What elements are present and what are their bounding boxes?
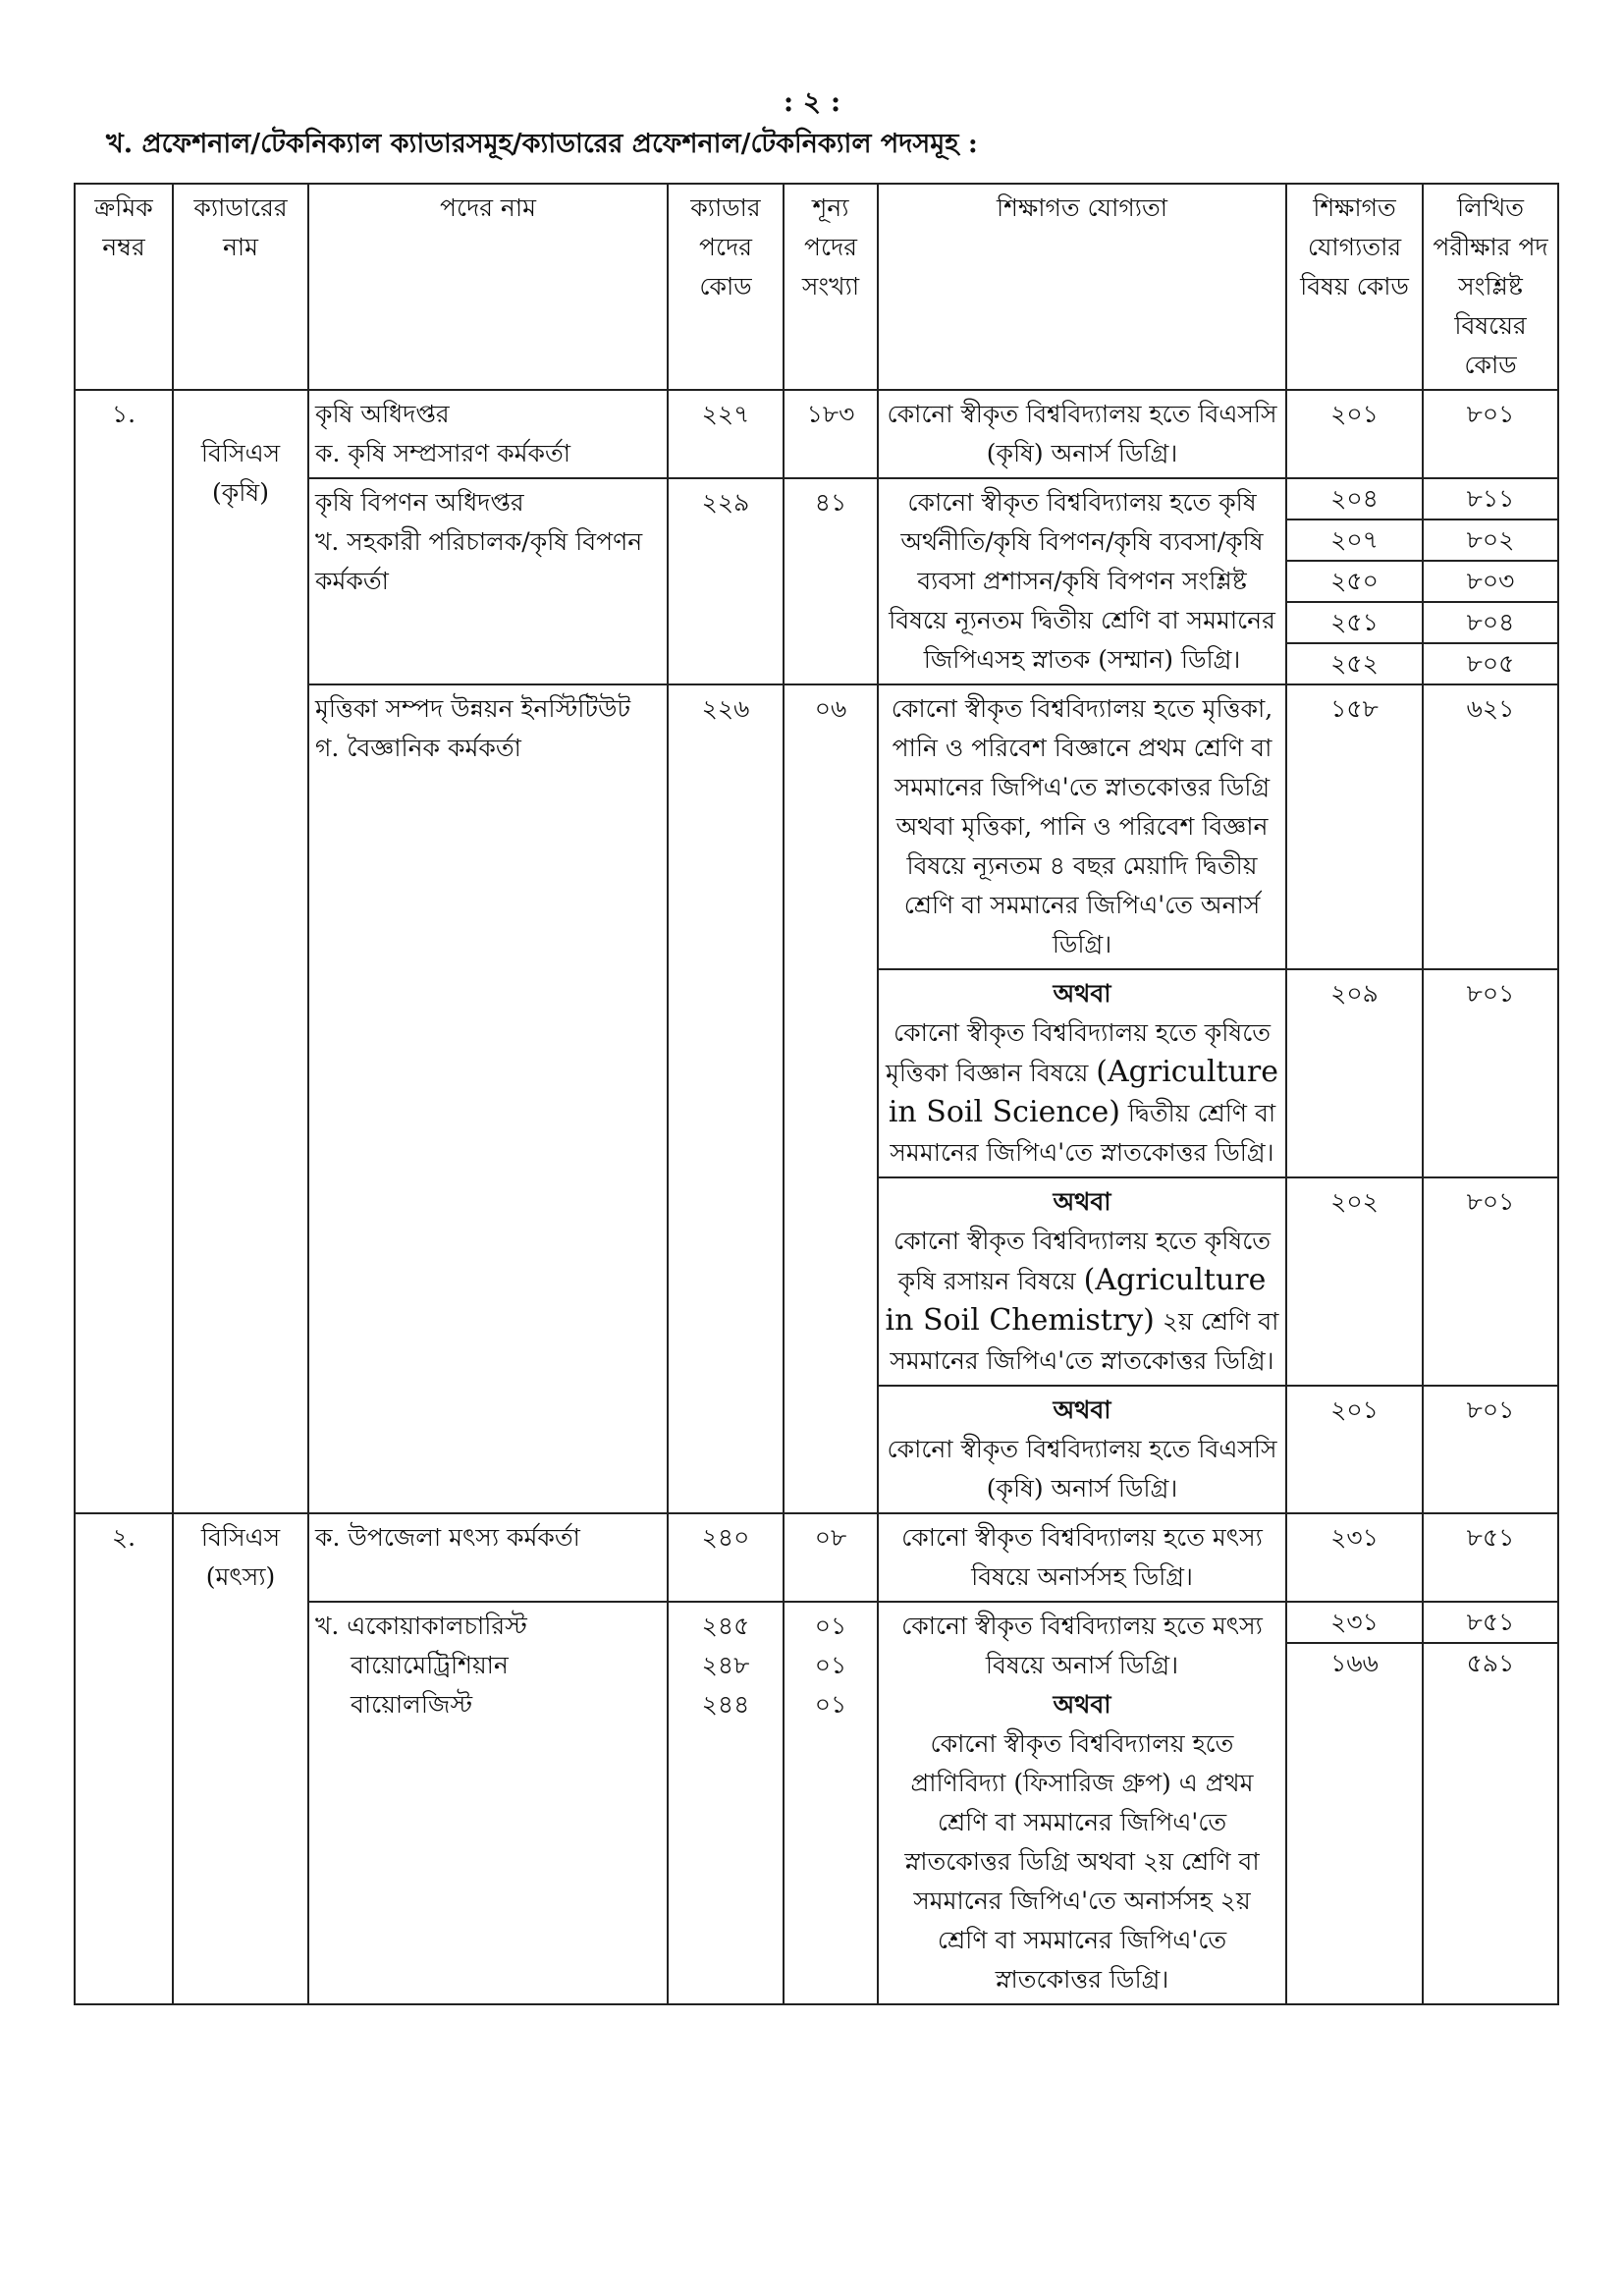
post-name: ক. উপজেলা মৎস্য কর্মকর্তা xyxy=(315,1523,580,1552)
section-heading: খ. প্রফেশনাল/টেকনিক্যাল ক্যাডারসমূহ/ক্যাডারের প্রফেশনাল/টেকনিক্যাল পদসমূহ : xyxy=(106,129,978,159)
vacancy-count: ৪১ xyxy=(784,478,878,684)
vacancy-count: ০১ xyxy=(814,1612,847,1640)
cadre-cell xyxy=(173,1513,308,2004)
vacancy-count: ০৬ xyxy=(784,684,878,1513)
qualification-text: কোনো স্বীকৃত বিশ্ববিদ্যালয় হতে কৃষি অর্থনীতি/কৃষি বিপণন/কৃষি ব্যবসা/কৃষি ব্যবসা প্রশাসন/কৃষি বিপণন সংশ্লিষ্ট বিষয়ে ন্যূনতম দ্বিতীয় শ্রেণি বা সমমানের জিপিএসহ স্নাতক (সম্মান) ডিগ্রি। xyxy=(878,478,1286,684)
subject-code: ১৬৬ xyxy=(1330,1649,1379,1677)
vacancy-count: ১৮৩ xyxy=(784,390,878,478)
page-number: : ২ : xyxy=(783,85,841,118)
header-qualification: শিক্ষাগত যোগ্যতা xyxy=(878,184,1286,390)
qualification-alternative xyxy=(878,1386,1286,1513)
subject-code: ২০৪ xyxy=(1287,479,1422,519)
post-code: ২৪৫ xyxy=(701,1612,750,1640)
header-post: পদের নাম xyxy=(308,184,668,390)
qualification-text: কোনো স্বীকৃত বিশ্ববিদ্যালয় হতে কৃষিতে মৃত্তিকা বিজ্ঞান বিষয়ে xyxy=(886,1018,1272,1087)
subject-code-list xyxy=(1286,478,1423,684)
exam-code: ৮৫১ xyxy=(1424,1603,1557,1643)
subject-code: ২৩১ xyxy=(1286,1513,1423,1602)
exam-code: ৮০৫ xyxy=(1466,649,1515,678)
department-name: কৃষি অধিদপ্তর xyxy=(315,400,450,428)
subject-code: ২৫১ xyxy=(1287,602,1422,643)
subject-code: ২০২ xyxy=(1286,1177,1423,1386)
vacancy-count: ০১ xyxy=(814,1651,847,1679)
qualification-text: ২য় শ্রেণি বা সমমানের জিপিএ'তে স্নাতকোত্তর ডিগ্রি। xyxy=(890,1307,1279,1375)
post-cell xyxy=(308,1513,668,1602)
or-label: অথবা xyxy=(1053,1187,1111,1216)
post-cell xyxy=(308,1602,668,2004)
exam-code: ৮০২ xyxy=(1424,519,1557,561)
post-code-list xyxy=(668,1602,784,2004)
exam-code: ৮০১ xyxy=(1423,1177,1558,1386)
table-row xyxy=(75,1513,1558,1602)
subject-code: ২০৯ xyxy=(1286,969,1423,1177)
vacancy-list xyxy=(784,1602,878,2004)
qualification-text: কোনো স্বীকৃত বিশ্ববিদ্যালয় হতে বিএসসি (কৃষি) অনার্স ডিগ্রি। xyxy=(878,390,1286,478)
qualification-text: কোনো স্বীকৃত বিশ্ববিদ্যালয় হতে মৎস্য বিষয়ে অনার্সসহ ডিগ্রি। xyxy=(878,1513,1286,1602)
exam-code: ৮০১ xyxy=(1423,1386,1558,1513)
qualification-text: কোনো স্বীকৃত বিশ্ববিদ্যালয় হতে প্রাণিবিদ্যা (ফিসারিজ গ্রুপ) এ প্রথম শ্রেণি বা সমমানের জিপিএ'তে স্নাতকোত্তর ডিগ্রি অথবা ২য় শ্রেণি বা সমমানের জিপিএ'তে অনার্সসহ ২য় শ্রেণি বা সমমানের জিপিএ'তে স্নাতকোত্তর ডিগ্রি। xyxy=(904,1729,1260,1994)
qualification-text: কোনো স্বীকৃত বিশ্ববিদ্যালয় হতে বিএসসি (কৃষি) অনার্স ডিগ্রি। xyxy=(887,1435,1277,1503)
post-code: ২২৭ xyxy=(668,390,784,478)
subject-code: ২০৭ xyxy=(1287,519,1422,561)
header-post-code: ক্যাডার পদের কোড xyxy=(668,184,784,390)
post-name: বায়োলজিস্ট xyxy=(351,1690,473,1719)
qualification-text: কোনো স্বীকৃত বিশ্ববিদ্যালয় হতে কৃষিতে কৃষি রসায়ন বিষয়ে xyxy=(893,1227,1272,1295)
exam-code: ৮৫১ xyxy=(1423,1513,1558,1602)
post-name: বায়োমেট্রিশিয়ান xyxy=(351,1651,509,1679)
department-name: মৃত্তিকা সম্পদ উন্নয়ন ইনস্টিটিউট xyxy=(315,694,631,723)
serial-cell: ২. xyxy=(75,1513,173,2004)
qualification-text: কোনো স্বীকৃত বিশ্ববিদ্যালয় হতে মৎস্য বিষয়ে অনার্স ডিগ্রি। xyxy=(901,1612,1263,1679)
exam-code: ৮০১ xyxy=(1423,969,1558,1177)
or-label: অথবা xyxy=(1053,1395,1111,1424)
subject-code-list xyxy=(1286,1602,1423,2004)
or-label: অথবা xyxy=(1053,979,1111,1008)
post-code: ২২৬ xyxy=(668,684,784,1513)
table-header-row xyxy=(75,184,1558,390)
department-name: কৃষি বিপণন অধিদপ্তর xyxy=(315,488,524,517)
post-code: ২২৯ xyxy=(668,478,784,684)
header-vacancy: শূন্য পদের সংখ্যা xyxy=(784,184,878,390)
exam-code-list xyxy=(1423,1602,1558,2004)
qualification-alternative xyxy=(878,969,1286,1177)
header-serial: ক্রমিক নম্বর xyxy=(75,184,173,390)
header-cadre: ক্যাডারের নাম xyxy=(173,184,308,390)
exam-code: ৮০৩ xyxy=(1424,561,1557,602)
serial-cell: ১. xyxy=(75,390,173,1513)
cadre-posts-table xyxy=(74,183,1559,2005)
header-exam-code: লিখিত পরীক্ষার পদ সংশ্লিষ্ট বিষয়ের কোড xyxy=(1423,184,1558,390)
exam-code: ৫৯১ xyxy=(1466,1649,1515,1677)
header-subject-code: শিক্ষাগত যোগ্যতার বিষয় কোড xyxy=(1286,184,1423,390)
subject-code: ১৫৮ xyxy=(1286,684,1423,969)
subject-code: ২৫০ xyxy=(1287,561,1422,602)
vacancy-count: ০৮ xyxy=(784,1513,878,1602)
exam-code: ৮১১ xyxy=(1424,479,1557,519)
post-name: খ. একোয়াকালচারিস্ট xyxy=(315,1612,527,1640)
post-code: ২৪৪ xyxy=(701,1690,750,1719)
post-code: ২৪৮ xyxy=(701,1651,750,1679)
exam-code: ৮০৪ xyxy=(1424,602,1557,643)
post-cell xyxy=(308,684,668,1513)
qualification-english: (Agriculture in Soil Chemistry) xyxy=(885,1263,1267,1338)
table-row xyxy=(75,390,1558,478)
cadre-cell xyxy=(173,390,308,1513)
exam-code: ৮০১ xyxy=(1423,390,1558,478)
subject-code: ২৫২ xyxy=(1330,649,1379,678)
post-cell xyxy=(308,390,668,478)
or-label: অথবা xyxy=(1053,1690,1111,1719)
subject-code: ২০১ xyxy=(1286,390,1423,478)
qualification-text: দ্বিতীয় শ্রেণি বা সমমানের জিপিএ'তে স্নাতকোত্তর ডিগ্রি। xyxy=(890,1099,1276,1167)
qualification-cell xyxy=(878,1602,1286,2004)
exam-code-list xyxy=(1423,478,1558,684)
post-name: গ. বৈজ্ঞানিক কর্মকর্তা xyxy=(315,734,521,762)
subject-code: ২০১ xyxy=(1286,1386,1423,1513)
post-name: ক. কৃষি সম্প্রসারণ কর্মকর্তা xyxy=(315,439,571,467)
qualification-alternative xyxy=(878,1177,1286,1386)
qualification-text: কোনো স্বীকৃত বিশ্ববিদ্যালয় হতে মৃত্তিকা, পানি ও পরিবেশ বিজ্ঞানে প্রথম শ্রেণি বা সমমানের জিপিএ'তে স্নাতকোত্তর ডিগ্রি অথবা মৃত্তিকা, পানি ও পরিবেশ বিজ্ঞান বিষয়ে ন্যূনতম ৪ বছর মেয়াদি দ্বিতীয় শ্রেণি বা সমমানের জিপিএ'তে অনার্স ডিগ্রি। xyxy=(878,684,1286,969)
cadre-name: বিসিএস (মৎস্য) xyxy=(200,1523,281,1591)
vacancy-count: ০১ xyxy=(814,1690,847,1719)
post-code: ২৪০ xyxy=(668,1513,784,1602)
exam-code: ৬২১ xyxy=(1423,684,1558,969)
subject-code: ২৩১ xyxy=(1287,1603,1422,1643)
cadre-name: বিসিএস (কৃষি) xyxy=(200,439,281,507)
post-name: খ. সহকারী পরিচালক/কৃষি বিপণন কর্মকর্তা xyxy=(315,527,643,595)
qualification-english: (Agriculture in Soil Science) xyxy=(888,1055,1278,1129)
post-cell xyxy=(308,478,668,684)
